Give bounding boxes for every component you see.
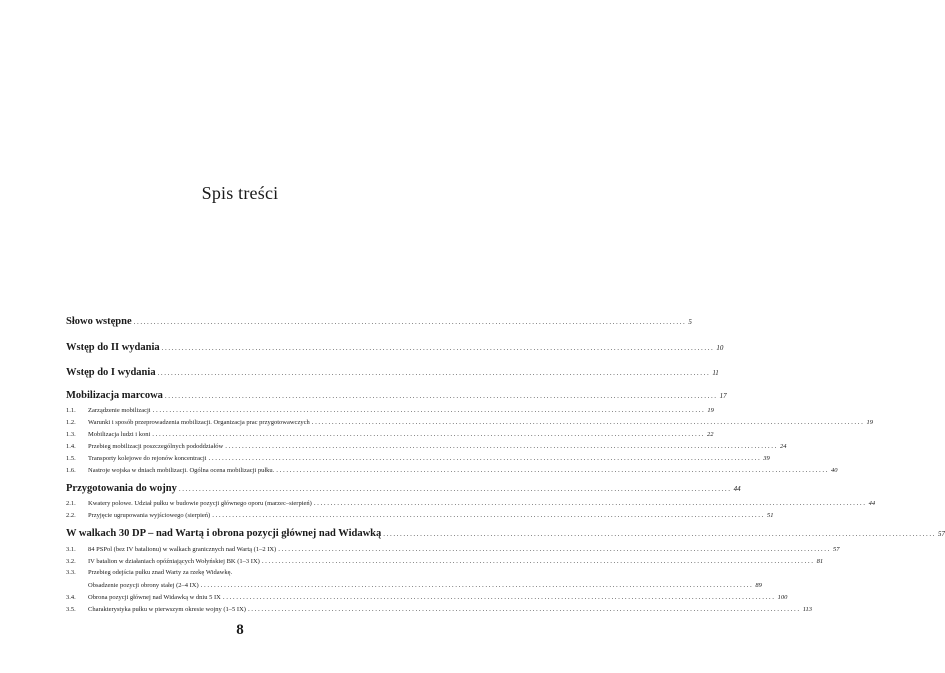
toc-entry-label: Przebieg mobilizacji poszczególnych pododdziałów (88, 443, 224, 450)
toc-entry-page: 22 (707, 431, 714, 438)
toc-entry-sub[interactable] (66, 430, 714, 438)
page-number: 8 (236, 622, 244, 638)
toc-entry-label: Warunki i sposób przeprowadzenia mobilizacji. Organizacja prac przygotowawczych (88, 419, 310, 426)
toc-entry-page: 17 (719, 392, 727, 400)
toc-entry-number: 2.2. (66, 512, 76, 519)
toc-entry-major[interactable] (66, 390, 727, 401)
toc-entry-label: W walkach 30 DP – nad Wartą i obrona pozycji głównej nad Widawką (66, 528, 382, 539)
toc-entry-page: 19 (707, 407, 714, 414)
toc-entry-sub[interactable] (66, 511, 774, 519)
toc-entry-number: 3.1. (66, 546, 76, 553)
toc-entry-page: 39 (763, 455, 770, 462)
toc-leader-dots: ..................................................................................................................................................................... (161, 344, 715, 352)
toc-entry-label: Wstęp do II wydania (66, 342, 160, 353)
toc-entry-label-line2: Obsadzenie pozycji obrony stałej (2–4 IX) (88, 582, 199, 589)
toc-entry-sub[interactable] (66, 569, 423, 576)
toc-entry-number: 1.6. (66, 467, 76, 474)
toc-entry-sub[interactable] (66, 454, 770, 462)
toc-entry-page: 40 (831, 467, 838, 474)
toc-entry-label: Transporty kolejowe do rejonów koncentracji (88, 455, 207, 462)
toc-entry-number: 1.2. (66, 419, 76, 426)
toc-entry-sub[interactable] (66, 418, 873, 426)
toc-entry-page: 11 (712, 369, 719, 377)
toc-entry-number: 3.5. (66, 606, 76, 613)
toc-entry-page: 81 (816, 558, 824, 565)
toc-entry-page: 44 (868, 500, 876, 507)
toc-entry-label: Charakterystyka pułku w pierwszym okresie wojny (1–5 IX) (88, 606, 246, 613)
toc-leader-dots: ..................................................................................................................................................................... (383, 530, 937, 538)
toc-leader-dots: ..................................................................................................................................................................... (152, 406, 706, 414)
toc-entry-label: Przyjęcie ugrupowania wyjściowego (sierpień) (88, 512, 211, 519)
toc-entry-sub[interactable] (66, 605, 812, 613)
toc-entry-page: 19 (866, 419, 873, 426)
toc-leader-dots: ..................................................................................................................................................................... (313, 499, 867, 507)
toc-leader-dots: ..................................................................................................................................................................... (261, 557, 815, 565)
toc-leader-dots: ..................................................................................................................................................................... (208, 454, 762, 462)
toc-entry-sub[interactable] (66, 593, 788, 601)
toc-entry-number: 1.1. (66, 407, 76, 414)
toc-entry-label: Zarządzenie mobilizacji (88, 407, 151, 414)
toc-entry-page: 44 (733, 485, 741, 493)
toc-leader-dots: ..................................................................................................................................................................... (164, 392, 718, 400)
toc-entry-number: 3.4. (66, 594, 76, 601)
toc-entry-page: 89 (755, 582, 762, 589)
toc-entry-label: Mobilizacja marcowa (66, 390, 163, 401)
toc-entry-sub[interactable] (66, 406, 714, 414)
toc-leader-dots: ..................................................................................................................................................................... (178, 485, 732, 493)
toc-leader-dots: ..................................................................................................................................................................... (200, 581, 754, 589)
toc-leader-dots: ..................................................................................................................................................................... (225, 442, 778, 450)
toc-leader-dots: ..................................................................................................................................................................... (222, 593, 776, 601)
toc-entry-number: 2.1. (66, 500, 76, 507)
toc-entry-label: Kwatery polowe. Udział pułku w budowie pozycji głównego oporu (marzec–sierpień) (88, 500, 312, 507)
toc-entry-page: 51 (766, 512, 774, 519)
toc-leader-dots: ..................................................................................................................................................................... (278, 545, 831, 553)
toc-entry-page: 5 (688, 318, 692, 326)
toc-entry-page: 24 (779, 443, 787, 450)
toc-entry-number: 1.5. (66, 455, 76, 462)
toc-entry-label: Mobilizacja ludzi i koni (88, 431, 151, 438)
toc-entry-major[interactable] (66, 528, 945, 539)
toc-entry-number: 1.3. (66, 431, 76, 438)
toc-entry-continuation[interactable] (66, 581, 762, 589)
toc-entry-sub[interactable] (66, 466, 838, 474)
toc-entry-label: Przygotowania do wojny (66, 483, 177, 494)
toc-entry-major[interactable] (66, 483, 741, 494)
toc-entry-sub[interactable] (66, 545, 840, 553)
toc-entry-page: 113 (802, 606, 812, 613)
toc-entry-major[interactable] (66, 367, 719, 378)
toc-entry-sub[interactable] (66, 499, 876, 507)
toc-entry-page: 100 (777, 594, 788, 601)
toc-entry-major[interactable] (66, 342, 724, 353)
toc-entry-label: Wstęp do I wydania (66, 367, 156, 378)
toc-leader-dots: ..................................................................................................................................................................... (247, 605, 801, 613)
toc-leader-dots: ..................................................................................................................................................................... (152, 430, 706, 438)
toc-entry-label: 84 PSPol (bez IV batalionu) w walkach granicznych nad Wartą (1–2 IX) (88, 546, 277, 553)
toc-entry-page: 57 (938, 530, 945, 538)
toc-entry-label: Słowo wstępne (66, 316, 132, 327)
toc-entry-label: Nastroje wojska w dniach mobilizacji. Ogólna ocena mobilizacji pułku. (88, 467, 275, 474)
toc-leader-dots: ..................................................................................................................................................................... (157, 369, 711, 377)
toc-leader-dots: ..................................................................................................................................................................... (212, 511, 765, 519)
toc-leader-dots: ..................................................................................................................................................................... (276, 466, 830, 474)
toc-leader-dots: ..................................................................................................................................................................... (311, 418, 865, 426)
toc-entry-label: Obrona pozycji głównej nad Widawką w dniu 5 IX (88, 594, 221, 601)
toc-leader-dots: ..................................................................................................................................................................... (133, 318, 687, 326)
page-title: Spis treści (201, 183, 279, 203)
toc-entry-sub[interactable] (66, 442, 787, 450)
toc-entry-label: IV batalion w działaniach opóźniających Wołyńskiej BK (1–3 IX) (88, 558, 260, 565)
toc-entry-number: 3.2. (66, 558, 76, 565)
toc-entry-major[interactable] (66, 316, 692, 327)
toc-entry-number: 1.4. (66, 443, 76, 450)
toc-entry-sub[interactable] (66, 557, 824, 565)
toc-entry-page: 10 (716, 344, 724, 352)
toc-entry-page: 57 (832, 546, 840, 553)
toc-entry-number: 3.3. (66, 569, 76, 576)
toc-entry-label: Przebieg odejścia pułku znad Warty za rzekę Widawkę. (88, 569, 233, 576)
